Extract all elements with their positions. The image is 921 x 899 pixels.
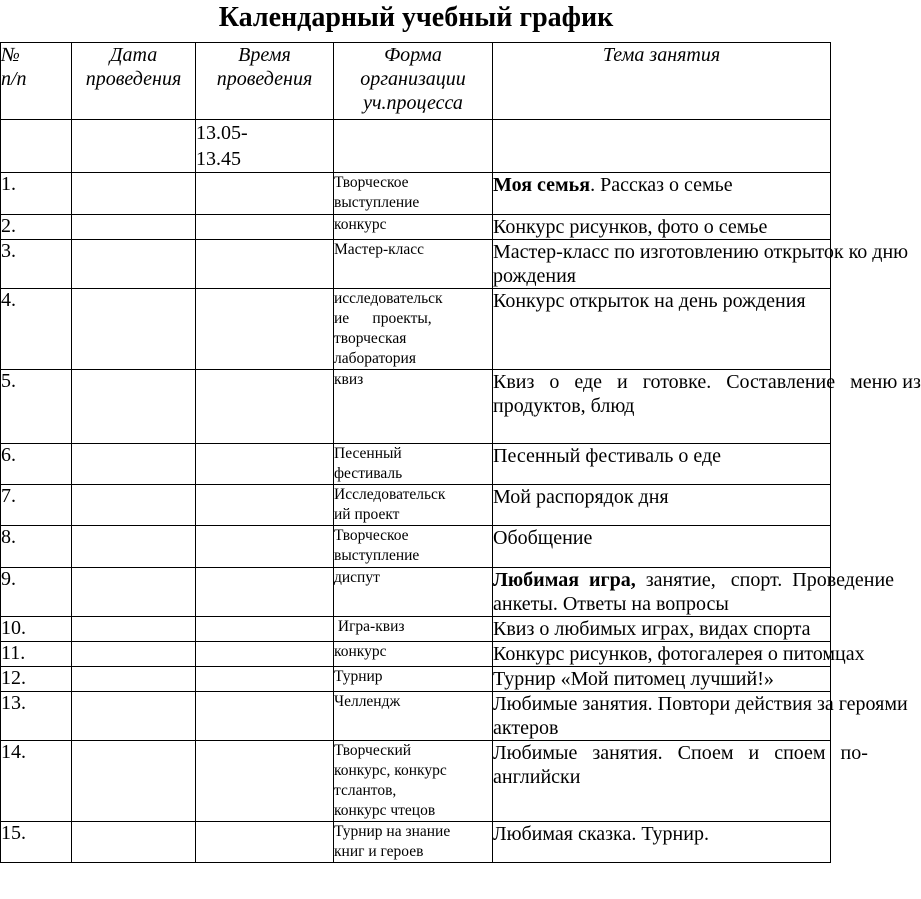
lesson-date <box>72 741 196 822</box>
lesson-row <box>1 485 831 526</box>
header-date: Дата проведения <box>72 43 196 120</box>
lesson-topic-text: . Рассказ о семье <box>590 174 733 196</box>
lesson-topic-line <box>493 526 830 550</box>
lesson-time <box>196 692 334 741</box>
lesson-form-line: конкурс <box>334 216 387 233</box>
lesson-topic <box>493 642 865 667</box>
lesson-topic-text: английски <box>493 766 581 788</box>
time-row-num <box>1 120 72 173</box>
lesson-date <box>72 692 196 741</box>
lesson-number: 8. <box>1 526 72 568</box>
lesson-topic-line <box>493 485 830 509</box>
lesson-topic-text: Мой распорядок дня <box>493 486 669 508</box>
lesson-form-line: Турнир <box>334 668 383 685</box>
lesson-date <box>72 240 196 289</box>
lesson-number: 11. <box>1 642 72 667</box>
lesson-topic-text: Любимая сказка. Турнир. <box>493 823 709 845</box>
lesson-form <box>334 173 493 215</box>
lesson-date <box>72 289 196 370</box>
lesson-number: 1. <box>1 173 72 215</box>
lesson-topic-line <box>493 394 830 418</box>
lesson-form-line: ие проекты, <box>334 310 432 327</box>
lesson-topic-text: Конкурс открыток на день рождения <box>493 290 806 312</box>
lesson-form-line: Творческое <box>334 174 409 191</box>
lesson-form <box>334 215 493 240</box>
lesson-number: 15. <box>1 822 72 863</box>
lesson-topic-line <box>493 289 830 313</box>
lesson-date <box>72 642 196 667</box>
lesson-topic-text: Квиз о любимых играх, видах спорта <box>493 618 811 640</box>
lesson-number: 14. <box>1 741 72 822</box>
lesson-topic <box>493 741 868 822</box>
lesson-time <box>196 617 334 642</box>
lesson-topic-text: рождения <box>493 265 576 287</box>
lesson-time <box>196 568 334 617</box>
lesson-topic-line <box>493 716 830 740</box>
lesson-form-line: ий проект <box>334 506 400 523</box>
lesson-form-line: исследовательск <box>334 290 443 307</box>
lesson-topic-text: Обобщение <box>493 527 593 549</box>
lesson-topic-text: Конкурс рисунков, фото о семье <box>493 216 768 238</box>
lesson-number: 4. <box>1 289 72 370</box>
lesson-time <box>196 526 334 568</box>
lesson-date <box>72 370 196 444</box>
lesson-form <box>334 485 493 526</box>
lesson-number: 7. <box>1 485 72 526</box>
lesson-row <box>1 692 831 741</box>
lesson-topic-line <box>493 765 830 789</box>
lesson-form-line: конкурс <box>334 643 387 660</box>
lesson-topic <box>493 240 909 289</box>
lesson-form <box>334 642 493 667</box>
time-row-form <box>334 120 493 173</box>
lesson-date <box>72 215 196 240</box>
lesson-form <box>334 617 493 642</box>
lesson-topic-line <box>493 667 830 691</box>
lesson-form-line: Творческое <box>334 527 409 544</box>
lesson-topic-line <box>493 264 830 288</box>
lesson-form <box>334 526 493 568</box>
lesson-form-line: фестиваль <box>334 465 403 482</box>
lesson-time <box>196 370 334 444</box>
lesson-topic-text: актеров <box>493 717 559 739</box>
lesson-topic-line <box>493 741 868 765</box>
lesson-number: 10. <box>1 617 72 642</box>
lesson-row <box>1 667 831 692</box>
lesson-topic-text: занятие, спорт. Проведение <box>635 569 895 591</box>
lesson-topic <box>493 667 831 692</box>
lesson-form <box>334 289 493 370</box>
lesson-topic-line <box>493 642 865 666</box>
lesson-topic-text: Конкурс рисунков, фотогалерея о питомцах <box>493 643 865 665</box>
lesson-form-line: Турнир на знание <box>334 823 451 840</box>
lesson-topic-line <box>493 822 830 846</box>
lesson-topic-line <box>493 370 921 394</box>
lesson-number: 3. <box>1 240 72 289</box>
lesson-topic-text: Турнир «Мой питомец лучший!» <box>493 668 774 690</box>
lesson-topic-line <box>493 568 895 592</box>
lesson-topic-line <box>493 692 908 716</box>
lesson-topic <box>493 485 831 526</box>
lesson-form <box>334 370 493 444</box>
lesson-topic-text: Песенный фестиваль о еде <box>493 445 722 467</box>
lesson-topic <box>493 822 831 863</box>
lesson-form-line: тслантов, <box>334 782 397 799</box>
lesson-form-line: конкурс чтецов <box>334 802 436 819</box>
lesson-topic-text: Любимые занятия. Повтори действия за героями <box>493 693 908 715</box>
lesson-row <box>1 741 831 822</box>
lesson-topic-text: Любимые занятия. Споем и споем по- <box>493 742 868 764</box>
lesson-number: 5. <box>1 370 72 444</box>
lesson-row <box>1 617 831 642</box>
header-form: Форма организации уч.процесса <box>334 43 493 120</box>
lesson-date <box>72 822 196 863</box>
lesson-form <box>334 822 493 863</box>
lesson-form <box>334 444 493 485</box>
lesson-form <box>334 568 493 617</box>
lesson-row <box>1 822 831 863</box>
lesson-topic-text: анкеты. Ответы на вопросы <box>493 593 729 615</box>
lesson-form <box>334 240 493 289</box>
lesson-date <box>72 485 196 526</box>
lesson-topic-bold: Моя семья <box>493 174 591 196</box>
lesson-form-line: выступление <box>334 194 420 211</box>
lesson-topic <box>493 289 831 370</box>
lesson-date <box>72 444 196 485</box>
document-title: Календарный учебный график <box>218 2 614 33</box>
lesson-topic <box>493 173 831 215</box>
header-time: Время проведения <box>196 43 334 120</box>
lesson-date <box>72 617 196 642</box>
lesson-topic <box>493 568 895 617</box>
lesson-form-line: Челлендж <box>334 693 401 710</box>
time-row <box>1 120 831 173</box>
lesson-row <box>1 642 831 667</box>
header-topic: Тема занятия <box>493 43 831 120</box>
lesson-form-line: Песенный <box>334 445 402 462</box>
lesson-time <box>196 822 334 863</box>
lesson-form-line: творческая <box>334 330 407 347</box>
time-row-topic <box>493 120 831 173</box>
lesson-form-line: Мастер-класс <box>334 241 425 258</box>
lesson-form-line: Игра-квиз <box>334 618 405 635</box>
lesson-topic <box>493 617 831 642</box>
lesson-time <box>196 215 334 240</box>
lesson-time <box>196 741 334 822</box>
lesson-topic-bold: Любимая игра, <box>493 569 636 591</box>
lesson-topic-text: Мастер-класс по изготовлению открыток ко дню <box>493 241 909 263</box>
lesson-form-line: книг и героев <box>334 843 424 860</box>
lesson-number: 13. <box>1 692 72 741</box>
lesson-topic-line <box>493 617 830 641</box>
lesson-date <box>72 173 196 215</box>
time-row-date <box>72 120 196 173</box>
lesson-form-line: конкурс, конкурс <box>334 762 447 779</box>
lesson-topic-line <box>493 173 830 197</box>
lesson-date <box>72 568 196 617</box>
lesson-time <box>196 485 334 526</box>
lesson-time <box>196 444 334 485</box>
lesson-time <box>196 240 334 289</box>
lesson-row <box>1 240 831 289</box>
lesson-topic-text: Квиз о еде и готовке. Составление меню из <box>493 371 921 393</box>
lesson-topic-line <box>493 215 830 239</box>
schedule-table <box>0 42 921 863</box>
lesson-number: 9. <box>1 568 72 617</box>
lesson-row <box>1 526 831 568</box>
lesson-topic-line <box>493 444 830 468</box>
lesson-form-line: лаборатория <box>334 350 416 367</box>
lesson-topic <box>493 215 831 240</box>
lesson-number: 6. <box>1 444 72 485</box>
lesson-form-line: квиз <box>334 371 364 388</box>
lesson-time <box>196 173 334 215</box>
lesson-row <box>1 215 831 240</box>
lesson-form <box>334 667 493 692</box>
lesson-row <box>1 289 831 370</box>
lesson-topic <box>493 370 921 444</box>
session-time: 13.05- 13.45 <box>196 120 334 173</box>
lesson-date <box>72 667 196 692</box>
lesson-form-line: Исследовательск <box>334 486 446 503</box>
lesson-row <box>1 370 831 444</box>
lesson-row <box>1 444 831 485</box>
lesson-time <box>196 642 334 667</box>
header-row <box>1 43 831 120</box>
lesson-row <box>1 173 831 215</box>
lesson-time <box>196 667 334 692</box>
lesson-topic-text: продуктов, блюд <box>493 395 635 417</box>
lesson-time <box>196 289 334 370</box>
lesson-form <box>334 741 493 822</box>
lesson-number: 12. <box>1 667 72 692</box>
lesson-topic-line <box>493 592 830 616</box>
lesson-form-line: выступление <box>334 547 420 564</box>
lesson-form <box>334 692 493 741</box>
lesson-topic <box>493 692 908 741</box>
lesson-form-line: диспут <box>334 569 380 586</box>
lesson-topic <box>493 444 831 485</box>
lesson-row <box>1 568 831 617</box>
lesson-number: 2. <box>1 215 72 240</box>
lesson-topic-line <box>493 240 909 264</box>
lesson-topic <box>493 526 831 568</box>
header-number: № п/п <box>1 43 72 120</box>
lesson-date <box>72 526 196 568</box>
lesson-form-line: Творческий <box>334 742 412 759</box>
